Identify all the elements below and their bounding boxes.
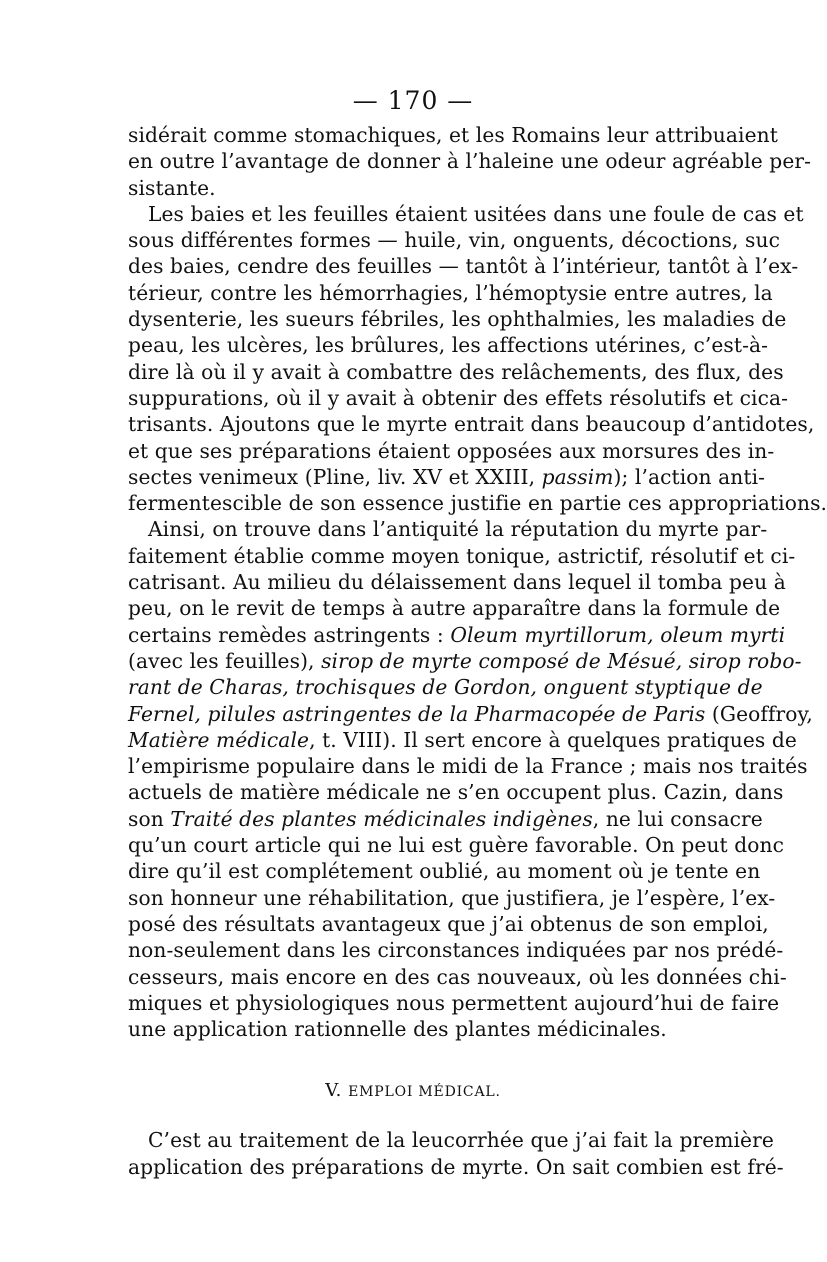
text-segment: son bbox=[128, 806, 171, 831]
text-line: son honneur une réhabilitation, que justifiera, je l’espère, l’ex- bbox=[128, 885, 776, 910]
text-line: suppurations, où il y avait à obtenir des effets résolutifs et cica- bbox=[128, 385, 789, 410]
text-line: dysenterie, les sueurs fébriles, les ophthalmies, les maladies de bbox=[128, 307, 787, 332]
italic-term: rant de Charas, trochisques de Gordon, onguent styptique de bbox=[128, 675, 763, 700]
text-line: trisants. Ajoutons que le myrte entrait dans beaucoup d’antidotes, bbox=[128, 412, 815, 437]
text-line bbox=[128, 648, 802, 674]
italic-term: Oleum myrtillorum, oleum myrti bbox=[450, 622, 786, 647]
text-line: Ainsi, on trouve dans l’antiquité la réputation du myrte par- bbox=[148, 517, 768, 542]
text-line: une application rationnelle des plantes médicinales. bbox=[128, 1017, 667, 1042]
text-segment: certains remèdes astringents : bbox=[128, 622, 451, 647]
text-line: sistante. bbox=[128, 175, 216, 200]
text-line: peau, les ulcères, les brûlures, les affections utérines, c’est-à- bbox=[128, 333, 769, 358]
section-title-text: EMPLOI MÉDICAL. bbox=[348, 1084, 501, 1101]
text-segment: , t. VIII). Il sert encore à quelques pratiques de bbox=[309, 727, 797, 752]
text-line: qu’un court article qui ne lui est guère favorable. On peut donc bbox=[128, 833, 785, 858]
paragraph-2 bbox=[128, 201, 827, 517]
italic-term: passim bbox=[541, 464, 614, 489]
text-line: fermentescible de son essence justifie en partie ces appropriations. bbox=[128, 491, 827, 516]
italic-term: Traité des plantes médicinales indigènes bbox=[170, 806, 593, 831]
text-line: en outre l’avantage de donner à l’haleine une odeur agréable per- bbox=[128, 149, 812, 174]
text-line bbox=[128, 701, 813, 727]
page-number: — 170 — bbox=[352, 86, 474, 115]
paragraph-4 bbox=[128, 1127, 784, 1180]
text-line: sous différentes formes — huile, vin, onguents, décoctions, suc bbox=[128, 228, 780, 253]
text-line: des baies, cendre des feuilles — tantôt à l’intérieur, tantôt à l’ex- bbox=[128, 254, 799, 279]
text-line: l’empirisme populaire dans le midi de la France ; mais nos traités bbox=[128, 754, 808, 779]
text-line: et que ses préparations étaient opposées aux morsures des in- bbox=[128, 438, 775, 463]
text-line: Les baies et les feuilles étaient usitées dans une foule de cas et bbox=[148, 201, 804, 226]
text-line: sidérait comme stomachiques, et les Romains leur attribuaient bbox=[128, 123, 778, 147]
text-line: térieur, contre les hémorrhagies, l’hémoptysie entre autres, la bbox=[128, 280, 773, 305]
italic-term: sirop de myrte composé de Mésué, sirop robo- bbox=[321, 648, 802, 673]
text-line bbox=[128, 622, 786, 648]
text-line bbox=[128, 806, 763, 832]
text-line: application des préparations de myrte. On sait combien est fré- bbox=[128, 1154, 784, 1179]
text-line: miques et physiologiques nous permettent aujourd’hui de faire bbox=[128, 990, 780, 1015]
italic-term: Matière médicale bbox=[128, 727, 310, 752]
text-line: cesseurs, mais encore en des cas nouveaux, où les données chi- bbox=[128, 964, 787, 989]
book-page bbox=[128, 84, 827, 1180]
italic-term: Fernel, pilules astringentes de la Pharmacopée de Paris bbox=[128, 701, 706, 726]
text-segment: ); l’action anti- bbox=[613, 464, 766, 489]
text-segment: (Geoffroy, bbox=[705, 701, 813, 726]
text-line: dire là où il y avait à combattre des relâchements, des flux, des bbox=[128, 359, 784, 384]
text-segment: sectes venimeux (Pline, liv. XV et XXIII, bbox=[128, 464, 542, 489]
text-line: peu, on le revit de temps à autre apparaître dans la formule de bbox=[128, 596, 781, 621]
section-numeral: V. bbox=[325, 1080, 349, 1102]
text-line: actuels de matière médicale ne s’en occupent plus. Cazin, dans bbox=[128, 780, 784, 805]
text-line: dire qu’il est complétement oublié, au moment où je tente en bbox=[128, 859, 761, 884]
section-heading bbox=[128, 1078, 698, 1105]
text-line bbox=[128, 674, 763, 700]
paragraph-1 bbox=[128, 122, 812, 201]
text-line: catrisant. Au milieu du délaissement dans lequel il tomba peu à bbox=[128, 570, 786, 595]
text-line: posé des résultats avantageux que j’ai obtenus de son emploi, bbox=[128, 911, 769, 936]
text-line: C’est au traitement de la leucorrhée que j’ai fait la première bbox=[148, 1128, 774, 1153]
text-line: non-seulement dans les circonstances indiquées par nos prédé- bbox=[128, 938, 784, 963]
text-line bbox=[128, 464, 766, 490]
text-line: faitement établie comme moyen tonique, astrictif, résolutif et ci- bbox=[128, 543, 796, 568]
text-segment: , ne lui consacre bbox=[592, 806, 763, 831]
text-line bbox=[128, 727, 797, 753]
paragraph-3 bbox=[128, 516, 813, 1042]
text-segment: (avec les feuilles), bbox=[128, 648, 322, 673]
